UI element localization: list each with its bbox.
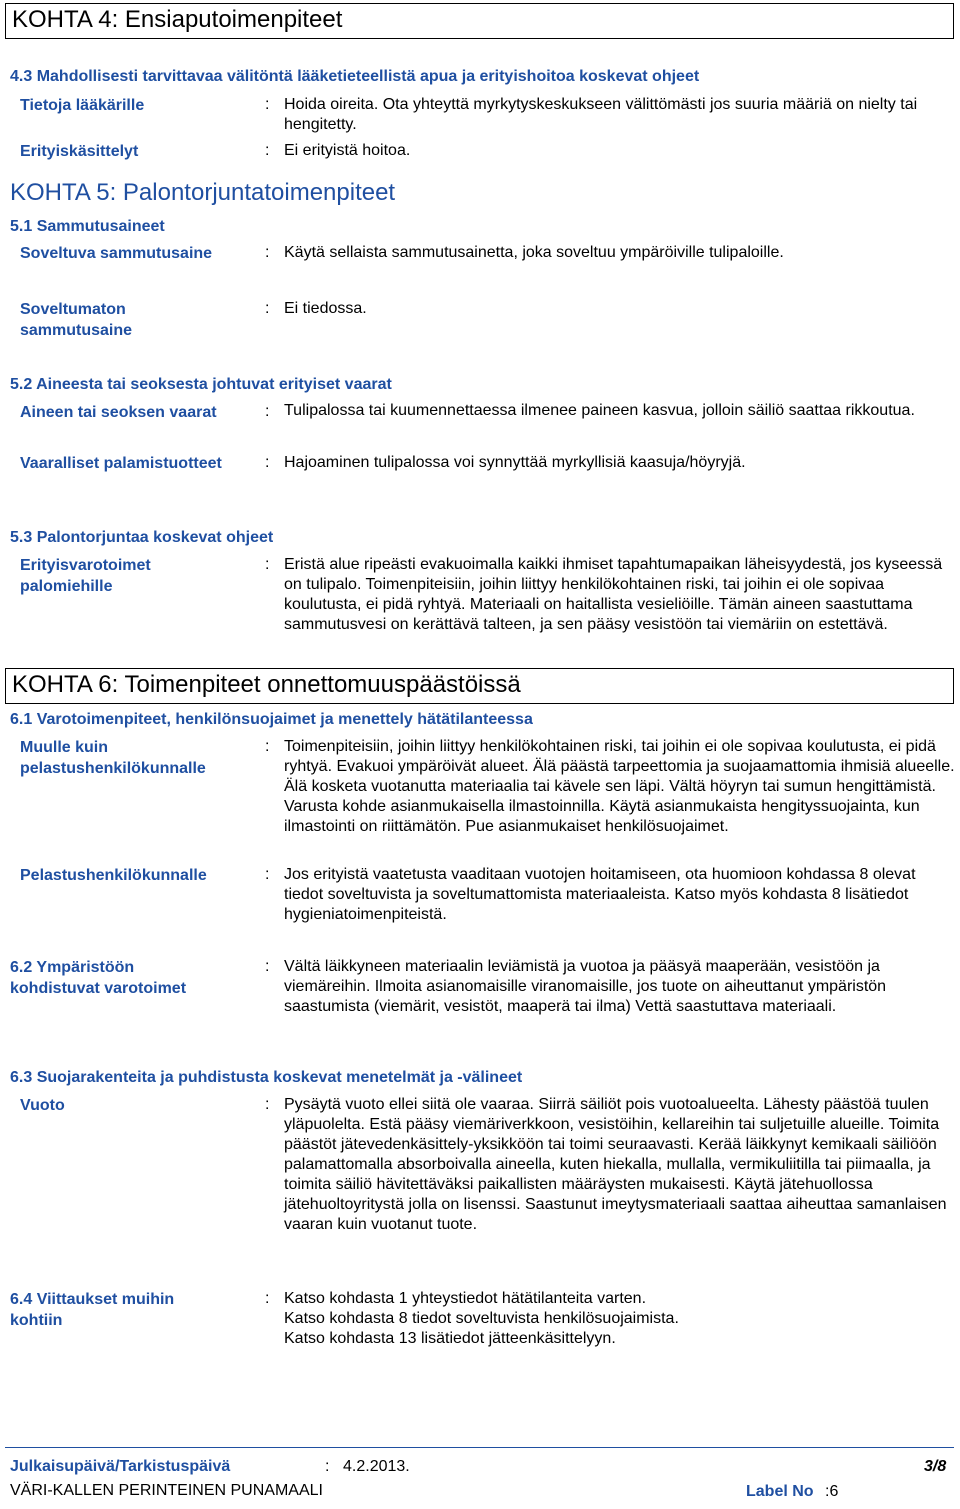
label-erityisvarotoimet: Erityisvarotoimet palomiehille — [20, 557, 151, 595]
subsection-5-2: 5.2 Aineesta tai seoksesta johtuvat erityiset vaarat — [10, 376, 392, 393]
value-vuoto: Pysäytä vuoto ellei siitä ole vaaraa. Siirrä säiliöt pois vuotoalueelta. Lähesty päästöä tuulen yläpuolelta. Estä pääsy viemäriverkkoon, vesistöihin, kellareihin tai suljetuille alueille. Toimita päästöt jätevedenkäsittely-yksikköön tai toimi seuraavasti. Kerää läikkynyt kemikaali säiliöön palamattomalla absorboivalla aineella, kuten hiekalla, mullalla, vermikuliitilla tai piimaalla, ja toimita säiliö hävitettäväksi paikallisten määräysten mukaisesti. Käytä jätehuollossa jätehuoltoyritystä jolla on lisenssi. Saastunut imeytysmateriaali saattaa aiheuttaa samanlaisen vaaran kuin vuotanut tuote. — [284, 1096, 947, 1233]
subsection-5-1: 5.1 Sammutusaineet — [10, 218, 165, 235]
colon: : — [265, 1290, 270, 1307]
section-4-heading: KOHTA 4: Ensiaputoimenpiteet — [5, 3, 954, 39]
value-6-4-line-1: Katso kohdasta 1 yhteystiedot hätätilanteita varten. — [284, 1290, 647, 1307]
colon: : — [265, 142, 270, 159]
footer-page-number: 3/8 — [924, 1458, 947, 1475]
footer-date-colon: : — [325, 1458, 330, 1475]
value-soveltuva-sammutusaine: Käytä sellaista sammutusainetta, joka soveltuu ympäröiville tulipaloille. — [284, 244, 784, 261]
footer-date-label: Julkaisupäivä/Tarkistuspäivä — [10, 1458, 231, 1475]
value-6-2-ymparistoon: Vältä läikkyneen materiaalin leviämistä ja vuotoa ja pääsyä maaperään, vesistöön ja viemäreihin. Ilmoita asianomaisille viranomaisille, jos tuote on aiheuttanut ympäristön saastumista (viemärit, vesistöt, maaperä tai ilma) Vettä saastuttava materiaali. — [284, 958, 887, 1015]
label-soveltumaton-sammutusaine: Soveltumaton sammutusaine — [20, 301, 133, 339]
value-erityiskasittelyt: Ei erityistä hoitoa. — [284, 142, 411, 159]
subsection-5-3: 5.3 Palontorjuntaa koskevat ohjeet — [10, 529, 274, 546]
value-6-4-line-2: Katso kohdasta 8 tiedot soveltuvista henkilösuojaimista. — [284, 1310, 679, 1327]
label-6-2-ymparistoon: 6.2 Ympäristöön kohdistuvat varotoimet — [10, 959, 187, 997]
colon: : — [265, 958, 270, 975]
value-vaaralliset-palamistuotteet: Hajoaminen tulipalossa voi synnyttää myrkyllisiä kaasuja/höyryjä. — [284, 454, 746, 471]
colon: : — [265, 866, 270, 883]
value-soveltumaton-sammutusaine: Ei tiedossa. — [284, 300, 367, 317]
colon: : — [265, 403, 270, 420]
colon: : — [265, 244, 270, 261]
footer-label-no-label: Label No — [746, 1483, 814, 1500]
label-pelastushenkilokunnalle: Pelastushenkilökunnalle — [20, 867, 207, 884]
colon: : — [265, 1096, 270, 1113]
colon: : — [265, 96, 270, 113]
colon: : — [265, 738, 270, 755]
value-erityisvarotoimet: Eristä alue ripeästi evakuoimalla kaikki ihmiset tapahtumapaikan läheisyydestä, jos kyseessä on tulipalo. Toimenpiteisiin, joihin liittyy henkilökohtainen riski, tai joihin ei ole sopivaa koulutusta, ei pidä ryhtyä. Materiaali on haitallista vesieliöille. Tämän aineen saastuttama sammutusvesi on kerättävä talteen, ja sen pääsy vesistöön tai viemäriin on estettävä. — [284, 556, 943, 633]
subsection-4-3: 4.3 Mahdollisesti tarvittavaa välitöntä lääketieteellistä apua ja erityishoitoa koskevat ohjeet — [10, 68, 700, 85]
value-muulle-kuin-pelastushenkilokunnalle: Toimenpiteisiin, joihin liittyy henkilökohtainen riski, tai joihin ei ole sopivaa koulutusta, ei pidä ryhtyä. Evakuoi ympäröivät alueet. Älä päästä tarpeettomia ja suojaamattomia ihmisiä alueelle. Älä kosketa vuotanutta materiaalia tai kävele sen läpi. Vältä höyryn tai sumun hengittämistä. Varusta kohde asianmukaisella ilmastoinnilla. Käytä asianmukaista hengityssuojainta, kun ilmastointi on riittämätön. Pue asianmukaiset henkilösuojaimet. — [284, 738, 955, 835]
value-pelastushenkilokunnalle: Jos erityistä vaatetusta vaaditaan vuotojen hoitamiseen, ota huomioon kohdassa 8 olevat tiedot soveltuvista ja soveltumattomista materiaaleista. Katso myös kohdasta 8 lisätiedot hygieniatoimenpiteistä. — [284, 866, 916, 923]
section-5-heading: KOHTA 5: Palontorjuntatoimenpiteet — [10, 179, 396, 206]
footer-divider — [5, 1447, 954, 1448]
label-vuoto: Vuoto — [20, 1097, 65, 1114]
label-soveltuva-sammutusaine: Soveltuva sammutusaine — [20, 245, 213, 262]
label-tietoja-laakarille: Tietoja lääkärille — [20, 97, 145, 114]
value-tietoja-laakarille: Hoida oireita. Ota yhteyttä myrkytyskeskukseen välittömästi jos suuria määriä on nielty tai hengitetty. — [284, 96, 918, 133]
colon: : — [265, 300, 270, 317]
subsection-6-3: 6.3 Suojarakenteita ja puhdistusta koskevat menetelmät ja -välineet — [10, 1069, 523, 1086]
label-6-4-viittaukset: 6.4 Viittaukset muihin kohtiin — [10, 1291, 175, 1329]
value-aineen-vaarat: Tulipalossa tai kuumennettaessa ilmenee paineen kasvua, jolloin säiliö saattaa rikkoutua. — [284, 402, 915, 419]
subsection-6-1: 6.1 Varotoimenpiteet, henkilönsuojaimet ja menettely hätätilanteessa — [10, 711, 533, 728]
footer-product-name: VÄRI-KALLEN PERINTEINEN PUNAMAALI — [10, 1482, 323, 1499]
colon: : — [265, 556, 270, 573]
footer-label-no-value: :6 — [825, 1483, 839, 1500]
value-6-4-line-3: Katso kohdasta 13 lisätiedot jätteenkäsittelyyn. — [284, 1330, 616, 1347]
colon: : — [265, 454, 270, 471]
section-6-heading: KOHTA 6: Toimenpiteet onnettomuuspäästöissä — [5, 668, 954, 704]
label-erityiskasittelyt: Erityiskäsittelyt — [20, 143, 139, 160]
label-muulle-kuin-pelastushenkilokunnalle: Muulle kuin pelastushenkilökunnalle — [20, 739, 206, 777]
footer-date-value: 4.2.2013. — [343, 1458, 410, 1475]
label-aineen-vaarat: Aineen tai seoksen vaarat — [20, 404, 217, 421]
label-vaaralliset-palamistuotteet: Vaaralliset palamistuotteet — [20, 455, 222, 472]
